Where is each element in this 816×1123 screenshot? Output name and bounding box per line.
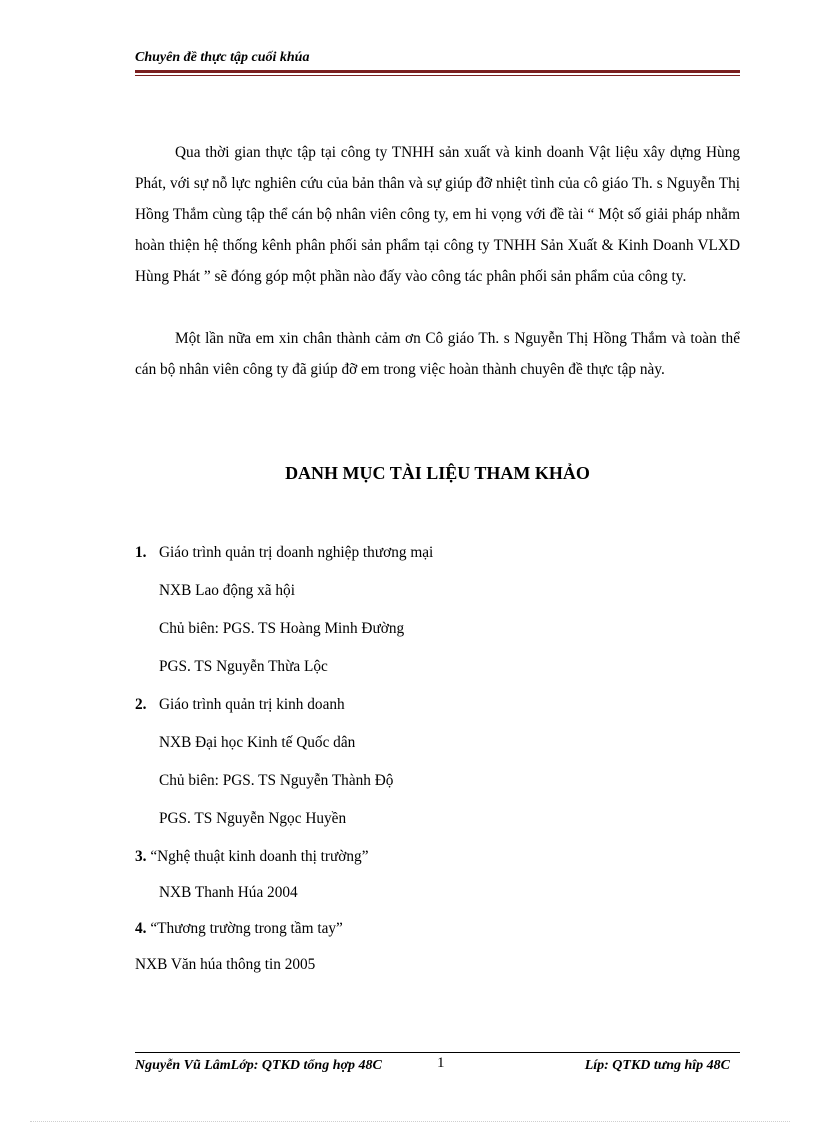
reference-title: “Nghệ thuật kinh doanh thị trường” bbox=[150, 848, 369, 865]
reference-number: 2. bbox=[135, 696, 147, 713]
reference-detail: NXB Đại học Kinh tế Quốc dân bbox=[159, 734, 356, 751]
reference-title: “Thương trường trong tầm tay” bbox=[150, 920, 343, 937]
reference-detail: NXB Văn húa thông tin 2005 bbox=[135, 956, 316, 973]
header-title: Chuyên đề thực tập cuối khúa bbox=[135, 50, 310, 65]
reference-number: 4. bbox=[135, 920, 147, 937]
page-edge-divider bbox=[30, 1121, 790, 1122]
reference-detail: NXB Lao động xã hội bbox=[159, 582, 295, 599]
references-list bbox=[135, 538, 740, 986]
header-rule-top bbox=[135, 70, 740, 73]
header-rule-bottom bbox=[135, 75, 740, 76]
references-title: DANH MỤC TÀI LIỆU THAM KHẢO bbox=[285, 463, 590, 483]
reference-detail: PGS. TS Nguyễn Thừa Lộc bbox=[159, 658, 328, 675]
reference-item-2 bbox=[135, 690, 740, 728]
footer-class: Líp: QTKD tưng hîp 48C bbox=[584, 1058, 730, 1073]
paragraph-text: Một lần nữa em xin chân thành cảm ơn Cô giáo Th. s Nguyễn Thị Hồng Thắm và toàn thể cán bộ nhân viên công ty đã giúp đỡ em trong việc hoàn thành chuyên đề thực tập này. bbox=[135, 330, 740, 378]
reference-detail: PGS. TS Nguyễn Ngọc Huyền bbox=[159, 810, 347, 827]
paragraph-text: Qua thời gian thực tập tại công ty TNHH sản xuất và kinh doanh Vật liệu xây dựng Hùng Phát, với sự nỗ lực nghiên cứu của bản thân và sự giúp đỡ nhiệt tình của cô giáo Th. s Nguyễn Thị Hồng Thắm cùng tập thể cán bộ nhân viên công ty, em hi vọng với đề tài “ Một số giải pháp nhằm hoàn thiện hệ thống kênh phân phối sản phẩm tại công ty TNHH Sản Xuất & Kinh Doanh VLXD Hùng Phát ” sẽ đóng góp một phần nào đấy vào công tác phân phối sản phẩm của công ty. bbox=[135, 144, 740, 285]
body-paragraph-1 bbox=[135, 137, 740, 292]
reference-title: Giáo trình quản trị doanh nghiệp thương mại bbox=[159, 544, 434, 561]
footer-author: Nguyễn Vũ LâmLớp: QTKD tổng hợp 48C bbox=[135, 1058, 382, 1073]
reference-item-3 bbox=[135, 842, 740, 878]
reference-number: 1. bbox=[135, 544, 147, 561]
reference-item-1 bbox=[135, 538, 740, 576]
reference-title: Giáo trình quản trị kinh doanh bbox=[159, 696, 345, 713]
reference-number: 3. bbox=[135, 848, 147, 865]
page-number: 1 bbox=[437, 1055, 445, 1071]
body-paragraph-2 bbox=[135, 323, 740, 385]
footer-rule bbox=[135, 1052, 740, 1053]
reference-item-4 bbox=[135, 914, 740, 950]
reference-detail: Chủ biên: PGS. TS Hoàng Minh Đường bbox=[159, 620, 405, 637]
reference-detail: NXB Thanh Húa 2004 bbox=[159, 884, 298, 901]
reference-detail: Chủ biên: PGS. TS Nguyễn Thành Độ bbox=[159, 772, 394, 789]
